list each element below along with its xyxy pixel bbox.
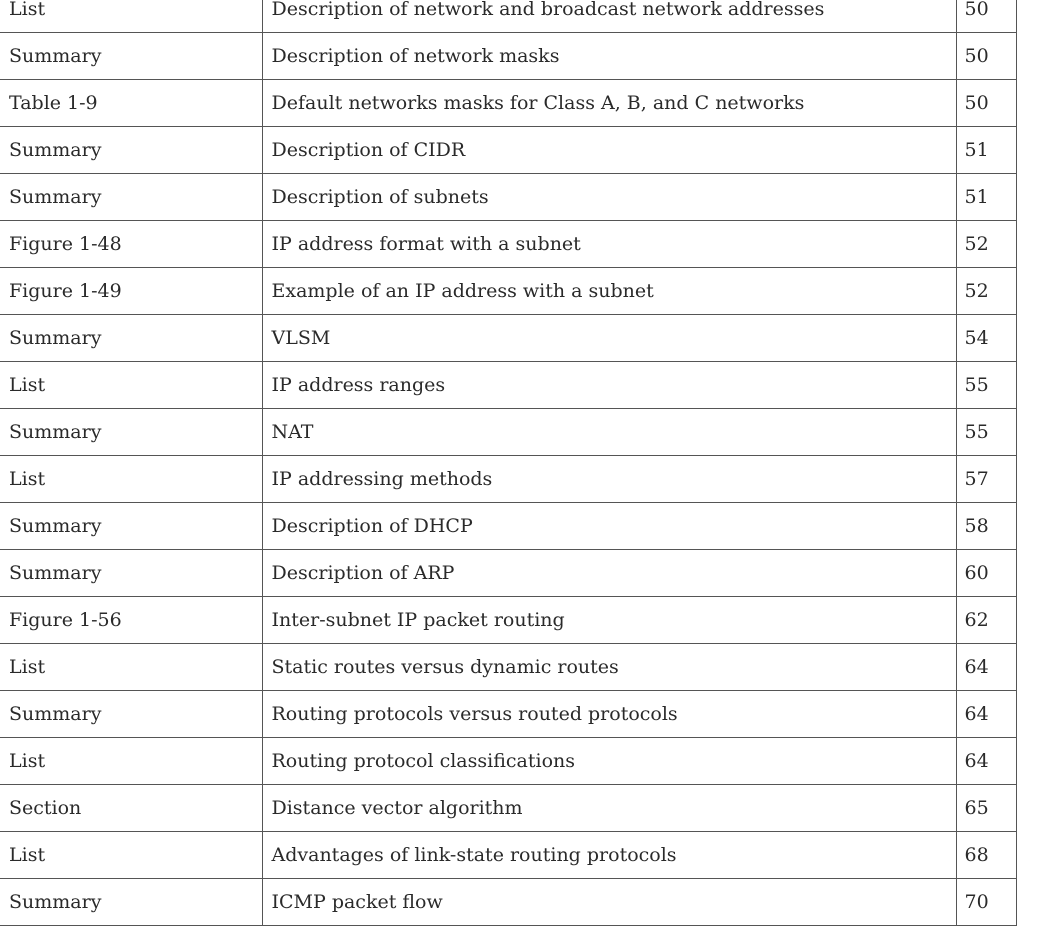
table-row bbox=[0, 879, 1016, 926]
page-number-cell: 50 bbox=[956, 80, 1016, 127]
element-type-cell: Summary bbox=[0, 691, 262, 738]
table-row bbox=[0, 644, 1016, 691]
element-type-cell: Summary bbox=[0, 879, 262, 926]
table-row bbox=[0, 268, 1016, 315]
table-row bbox=[0, 503, 1016, 550]
description-cell: IP address format with a subnet bbox=[262, 221, 956, 268]
description-cell: IP address ranges bbox=[262, 362, 956, 409]
element-type-cell: Table 1-9 bbox=[0, 80, 262, 127]
element-type-cell: Figure 1-49 bbox=[0, 268, 262, 315]
table-row bbox=[0, 127, 1016, 174]
description-cell: Description of network masks bbox=[262, 33, 956, 80]
description-cell: ICMP packet flow bbox=[262, 879, 956, 926]
description-cell: Default networks masks for Class A, B, and C networks bbox=[262, 80, 956, 127]
description-cell: IP addressing methods bbox=[262, 456, 956, 503]
description-cell: Routing protocols versus routed protocols bbox=[262, 691, 956, 738]
description-cell: Description of subnets bbox=[262, 174, 956, 221]
description-cell: Distance vector algorithm bbox=[262, 785, 956, 832]
table-row bbox=[0, 456, 1016, 503]
page-number-cell: 55 bbox=[956, 409, 1016, 456]
table-row bbox=[0, 174, 1016, 221]
element-type-cell: List bbox=[0, 832, 262, 879]
page-number-cell: 57 bbox=[956, 456, 1016, 503]
element-type-cell: Figure 1-48 bbox=[0, 221, 262, 268]
table-row bbox=[0, 785, 1016, 832]
table-row bbox=[0, 80, 1016, 127]
element-type-cell: Summary bbox=[0, 409, 262, 456]
element-type-cell: Summary bbox=[0, 503, 262, 550]
page-number-cell: 62 bbox=[956, 597, 1016, 644]
element-type-cell: Summary bbox=[0, 315, 262, 362]
description-cell: VLSM bbox=[262, 315, 956, 362]
page-number-cell: 52 bbox=[956, 268, 1016, 315]
page-number-cell: 65 bbox=[956, 785, 1016, 832]
element-type-cell: Section bbox=[0, 785, 262, 832]
element-type-cell: Summary bbox=[0, 127, 262, 174]
page-number-cell: 60 bbox=[956, 550, 1016, 597]
page-number-cell: 64 bbox=[956, 644, 1016, 691]
page-number-cell: 50 bbox=[956, 0, 1016, 33]
page-number-cell: 64 bbox=[956, 691, 1016, 738]
page-number-cell: 54 bbox=[956, 315, 1016, 362]
table-row bbox=[0, 691, 1016, 738]
page-number-cell: 58 bbox=[956, 503, 1016, 550]
description-cell: Static routes versus dynamic routes bbox=[262, 644, 956, 691]
element-type-cell: List bbox=[0, 644, 262, 691]
element-type-cell: List bbox=[0, 456, 262, 503]
table-row bbox=[0, 362, 1016, 409]
element-type-cell: Summary bbox=[0, 550, 262, 597]
element-type-cell: List bbox=[0, 362, 262, 409]
page-number-cell: 50 bbox=[956, 33, 1016, 80]
element-type-cell: Summary bbox=[0, 174, 262, 221]
table-row bbox=[0, 597, 1016, 644]
table-row bbox=[0, 409, 1016, 456]
description-cell: Example of an IP address with a subnet bbox=[262, 268, 956, 315]
page-number-cell: 52 bbox=[956, 221, 1016, 268]
element-type-cell: Figure 1-56 bbox=[0, 597, 262, 644]
page-number-cell: 70 bbox=[956, 879, 1016, 926]
description-cell: Description of DHCP bbox=[262, 503, 956, 550]
description-cell: NAT bbox=[262, 409, 956, 456]
table-row bbox=[0, 33, 1016, 80]
element-type-cell: Summary bbox=[0, 33, 262, 80]
page-number-cell: 51 bbox=[956, 174, 1016, 221]
table-row bbox=[0, 0, 1016, 33]
table-row bbox=[0, 738, 1016, 785]
description-cell: Inter-subnet IP packet routing bbox=[262, 597, 956, 644]
description-cell: Advantages of link-state routing protocols bbox=[262, 832, 956, 879]
table-row bbox=[0, 832, 1016, 879]
page-number-cell: 64 bbox=[956, 738, 1016, 785]
element-type-cell: List bbox=[0, 0, 262, 33]
page-number-cell: 51 bbox=[956, 127, 1016, 174]
description-cell: Description of CIDR bbox=[262, 127, 956, 174]
description-cell: Description of network and broadcast network addresses bbox=[262, 0, 956, 33]
page-number-cell: 55 bbox=[956, 362, 1016, 409]
description-cell: Routing protocol classifications bbox=[262, 738, 956, 785]
table-row bbox=[0, 315, 1016, 362]
page-number-cell: 68 bbox=[956, 832, 1016, 879]
element-type-cell: List bbox=[0, 738, 262, 785]
description-cell: Description of ARP bbox=[262, 550, 956, 597]
table-row bbox=[0, 221, 1016, 268]
table-row bbox=[0, 550, 1016, 597]
